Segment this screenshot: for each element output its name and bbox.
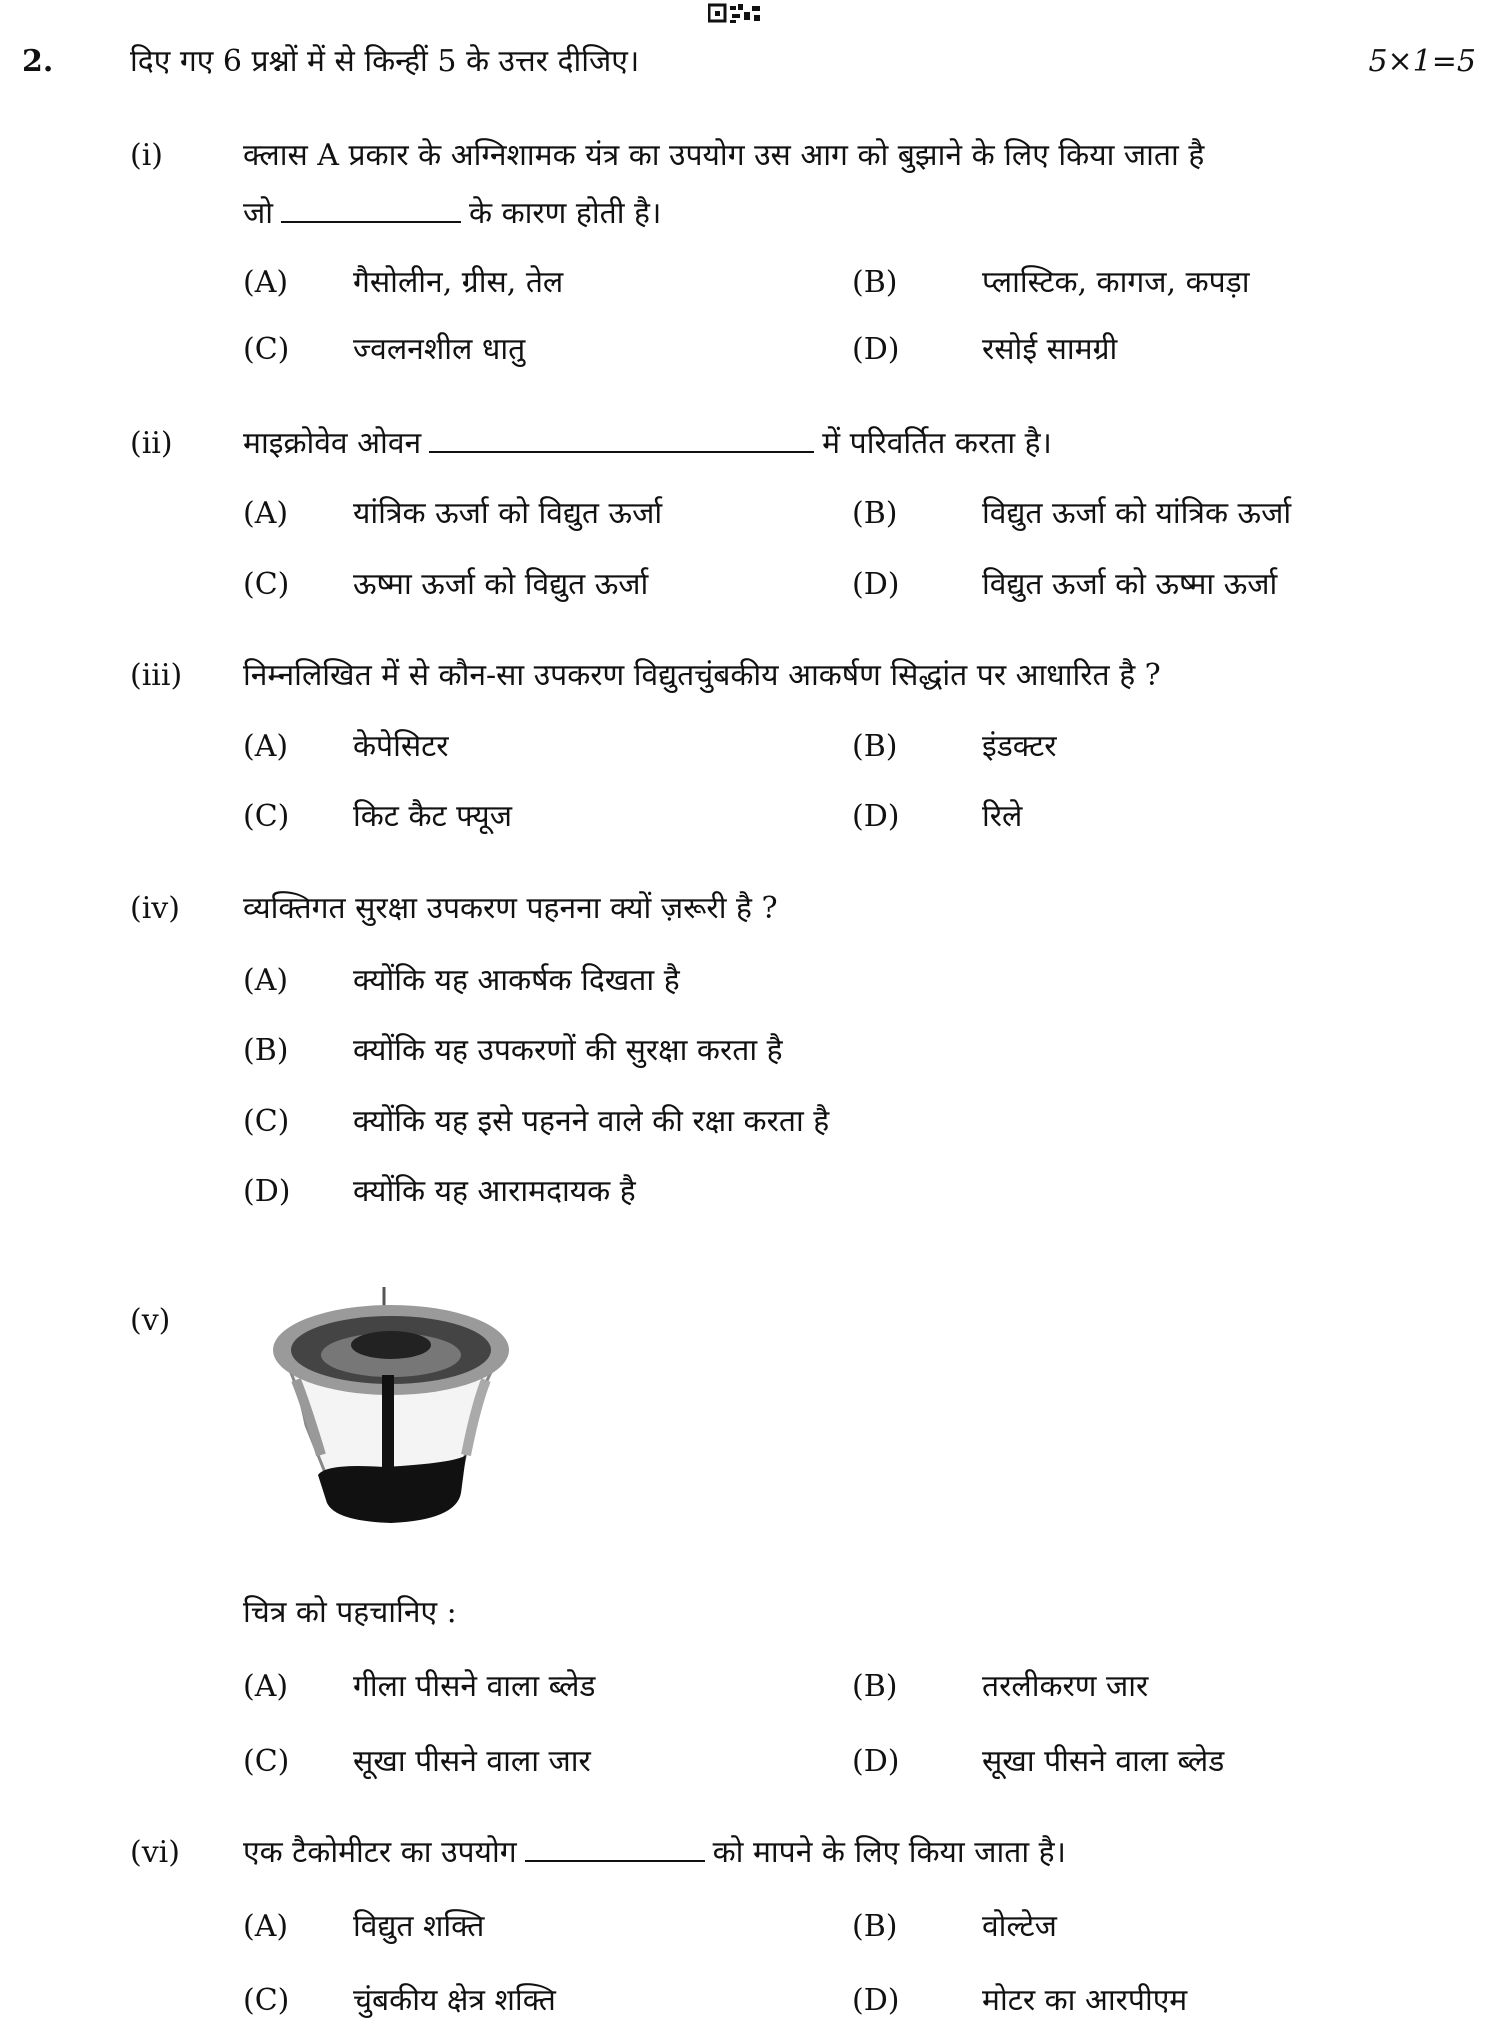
option-text: केपेसिटर bbox=[353, 729, 449, 764]
option-letter: (D) bbox=[852, 799, 900, 834]
option-text: प्लास्टिक, कागज, कपड़ा bbox=[982, 265, 1250, 300]
option-letter: (C) bbox=[243, 332, 290, 367]
option-letter: (B) bbox=[852, 1909, 898, 1944]
option-text: क्योंकि यह उपकरणों की सुरक्षा करता है bbox=[353, 1033, 783, 1068]
option-letter: (B) bbox=[852, 729, 898, 764]
option-letter: (B) bbox=[852, 496, 898, 531]
question-text: क्लास A प्रकार के अग्निशामक यंत्र का उपयोग उस आग को बुझाने के लिए किया जाता है bbox=[243, 138, 1205, 173]
question-text-cont bbox=[243, 192, 661, 236]
question-label: (v) bbox=[130, 1303, 171, 1338]
option-text: तरलीकरण जार bbox=[982, 1669, 1149, 1704]
question-label: (i) bbox=[130, 138, 164, 173]
option-text: सूखा पीसने वाला ब्लेड bbox=[982, 1744, 1225, 1779]
question-text bbox=[243, 1831, 1066, 1875]
option-text: गीला पीसने वाला ब्लेड bbox=[353, 1669, 596, 1704]
option-text: गैसोलीन, ग्रीस, तेल bbox=[353, 265, 564, 300]
option-text: मोटर का आरपीएम bbox=[982, 1983, 1188, 2018]
text-after: को मापने के लिए किया जाता है। bbox=[712, 1835, 1066, 1870]
option-text: यांत्रिक ऊर्जा को विद्युत ऊर्जा bbox=[353, 496, 663, 531]
option-text: ज्वलनशील धातु bbox=[353, 332, 526, 367]
qr-code-icon bbox=[708, 2, 766, 24]
option-letter: (D) bbox=[852, 1744, 900, 1779]
option-letter: (B) bbox=[852, 265, 898, 300]
option-text: चुंबकीय क्षेत्र शक्ति bbox=[353, 1983, 556, 2018]
question-label: (ii) bbox=[130, 426, 173, 461]
option-text: विद्युत ऊर्जा को यांत्रिक ऊर्जा bbox=[982, 496, 1292, 531]
option-text: विद्युत ऊर्जा को ऊष्मा ऊर्जा bbox=[982, 567, 1278, 602]
option-text: ऊष्मा ऊर्जा को विद्युत ऊर्जा bbox=[353, 567, 649, 602]
option-letter: (D) bbox=[852, 332, 900, 367]
option-text: रिले bbox=[982, 799, 1023, 834]
answer-blank bbox=[525, 1832, 705, 1862]
marks: 5×1=5 bbox=[1368, 44, 1476, 79]
option-text: इंडक्टर bbox=[982, 729, 1057, 764]
question-text: व्यक्तिगत सुरक्षा उपकरण पहनना क्यों ज़रूरी है ? bbox=[243, 891, 778, 926]
answer-blank bbox=[281, 193, 461, 223]
option-letter: (C) bbox=[243, 1983, 290, 2018]
question-number: 2. bbox=[22, 44, 54, 79]
text-after: के कारण होती है। bbox=[469, 196, 662, 231]
option-letter: (C) bbox=[243, 1744, 290, 1779]
option-text: सूखा पीसने वाला जार bbox=[353, 1744, 591, 1779]
instruction: दिए गए 6 प्रश्नों में से किन्हीं 5 के उत्तर दीजिए। bbox=[130, 44, 640, 79]
option-letter: (A) bbox=[243, 496, 289, 531]
option-letter: (D) bbox=[243, 1174, 291, 1209]
option-text: किट कैट फ्यूज bbox=[353, 799, 512, 834]
option-letter: (A) bbox=[243, 1909, 289, 1944]
option-letter: (C) bbox=[243, 567, 290, 602]
option-letter: (A) bbox=[243, 729, 289, 764]
text-before: माइक्रोवेव ओवन bbox=[243, 426, 422, 461]
option-letter: (A) bbox=[243, 265, 289, 300]
mixer-jar-image bbox=[266, 1285, 516, 1530]
question-text: चित्र को पहचानिए : bbox=[243, 1595, 457, 1630]
option-letter: (A) bbox=[243, 963, 289, 998]
option-letter: (A) bbox=[243, 1669, 289, 1704]
question-text bbox=[243, 422, 1052, 466]
question-label: (iii) bbox=[130, 658, 183, 693]
option-letter: (D) bbox=[852, 567, 900, 602]
option-text: क्योंकि यह आकर्षक दिखता है bbox=[353, 963, 680, 998]
option-letter: (C) bbox=[243, 1104, 290, 1139]
question-label: (vi) bbox=[130, 1835, 180, 1870]
option-text: विद्युत शक्ति bbox=[353, 1909, 485, 1944]
text-after: में परिवर्तित करता है। bbox=[822, 426, 1052, 461]
option-text: क्योंकि यह आरामदायक है bbox=[353, 1174, 636, 1209]
option-letter: (B) bbox=[852, 1669, 898, 1704]
option-text: रसोई सामग्री bbox=[982, 332, 1118, 367]
question-text: निम्नलिखित में से कौन-सा उपकरण विद्युतचुंबकीय आकर्षण सिद्धांत पर आधारित है ? bbox=[243, 658, 1161, 693]
option-letter: (B) bbox=[243, 1033, 289, 1068]
option-letter: (D) bbox=[852, 1983, 900, 2018]
answer-blank bbox=[429, 423, 814, 453]
option-text: क्योंकि यह इसे पहनने वाले की रक्षा करता है bbox=[353, 1104, 830, 1139]
text-before: जो bbox=[243, 196, 274, 231]
text-before: एक टैकोमीटर का उपयोग bbox=[243, 1835, 517, 1870]
option-text: वोल्टेज bbox=[982, 1909, 1057, 1944]
option-letter: (C) bbox=[243, 799, 290, 834]
question-label: (iv) bbox=[130, 891, 180, 926]
